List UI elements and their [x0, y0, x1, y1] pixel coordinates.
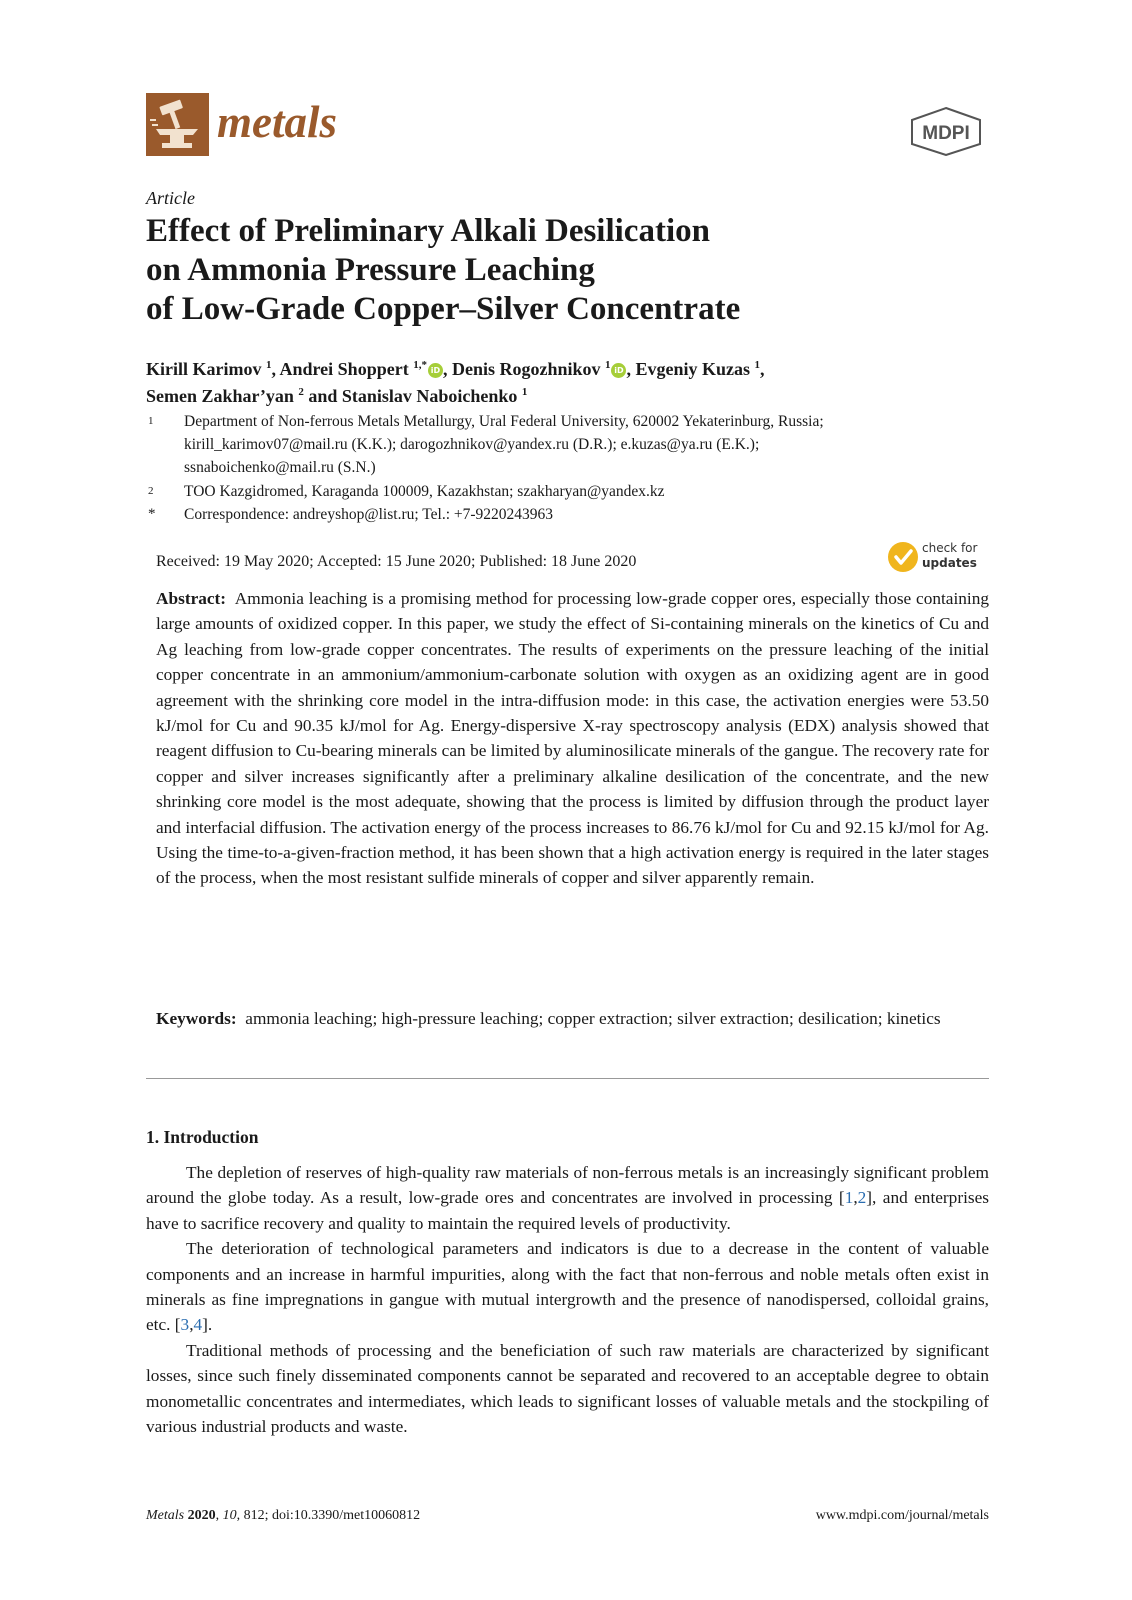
- footer-journal: Metals: [146, 1508, 185, 1523]
- body-paragraph: [146, 1236, 989, 1338]
- author-separator: ,: [760, 359, 765, 379]
- section-divider: [146, 1078, 989, 1079]
- paragraph-text: The depletion of reserves of high-quality raw materials of non-ferrous metals is an increasingly significant problem around the globe today. As a result, low-grade ores and concentrates are involved in processing [: [146, 1163, 989, 1208]
- citation-link[interactable]: 2: [857, 1188, 867, 1208]
- paragraph-text: ], and enterprises have to sacrifice recovery and quality to maintain the required levels of productivity.: [146, 1188, 989, 1233]
- author-name[interactable]: Denis Rogozhnikov: [451, 359, 601, 379]
- abstract-text: Ammonia leaching is a promising method for processing low-grade copper ores, especially those containing large amounts of oxidized copper. In this paper, we study the effect of Si-containing minerals on the kinetics of Cu and Ag leaching from low-grade copper concentrates. The results of experiments on the pressure leaching of the initial copper concentrate in an ammonium/ammonium-carbonate solution with oxygen as an oxidizing agent are in good agreement with the shrinking core model in the intra-diffusion mode: in this case, the activation energies were 53.50 kJ/mol for Cu and 90.35 kJ/mol for Ag. Energy-dispersive X-ray spectroscopy analysis (EDX) analysis showed that reagent diffusion to Cu-bearing minerals can be limited by aluminosilicate minerals of the gangue. The recovery rate for copper and silver increases significantly after a preliminary alkaline desilication of the concentrate, and the new shrinking core model is the most adequate, showing that the process is limited by diffusion through the product layer and interfacial diffusion. The activation energy of the process increases to 86.76 kJ/mol for Cu and 92.15 kJ/mol for Ag. Using the time-to-a-given-fraction method, it has been shown that a high activation energy is required in the later stages of the process, when the most resistant sulfide minerals of copper and silver apparently remain.: [156, 589, 989, 888]
- affiliation-line: kirill_karimov07@mail.ru (K.K.); darogozhnikov@yandex.ru (D.R.); e.kuzas@ya.ru (E.K.);: [184, 436, 760, 453]
- check-badge-line2: updates: [922, 556, 977, 570]
- author-separator: ,: [626, 359, 636, 379]
- author-affiliation-sup: 1,*: [413, 359, 427, 371]
- author-affiliation-sup: 1: [604, 359, 611, 371]
- publication-dates: Received: 19 May 2020; Accepted: 15 June 2020; Published: 18 June 2020: [156, 553, 637, 570]
- author-affiliation-sup: 1: [265, 359, 272, 371]
- affiliation-mark: 2: [148, 485, 154, 497]
- citation-link[interactable]: 1: [844, 1188, 854, 1208]
- author-separator: ,: [442, 359, 452, 379]
- footer-volume: 10: [222, 1508, 237, 1523]
- keywords-text: ammonia leaching; high-pressure leaching; copper extraction; silver extraction; desilication; kinetics: [245, 1009, 941, 1028]
- author-name[interactable]: Andrei Shoppert: [279, 359, 409, 379]
- check-for-updates-badge[interactable]: [888, 540, 988, 574]
- title-line: on Ammonia Pressure Leaching: [146, 252, 595, 288]
- footer-year: 2020: [187, 1508, 216, 1523]
- citation-link[interactable]: 3: [180, 1315, 190, 1335]
- body-paragraph: [146, 1160, 989, 1236]
- correspondence-line: Correspondence: andreyshop@list.ru; Tel.: +7-9220243963: [184, 506, 554, 523]
- abstract-label: Abstract:: [156, 589, 227, 608]
- paragraph-text: ].: [202, 1315, 213, 1335]
- publisher-logo-text: MDPI: [922, 123, 970, 144]
- footer-doi: , 812; doi:10.3390/met10060812: [236, 1508, 421, 1523]
- footer-journal-link[interactable]: www.mdpi.com/journal/metals: [815, 1508, 989, 1523]
- author-list: [146, 356, 1026, 410]
- correspondence: [148, 503, 1008, 526]
- affiliation-2: [148, 480, 1008, 503]
- affiliation-line: ssnaboichenko@mail.ru (S.N.): [184, 459, 376, 476]
- author-name[interactable]: Evgeniy Kuzas: [635, 359, 750, 379]
- section-heading: 1. Introduction: [146, 1127, 259, 1147]
- paragraph-text: ,: [189, 1315, 194, 1335]
- author-separator: and: [303, 386, 342, 406]
- check-icon: [888, 542, 918, 572]
- affiliation-line: Department of Non-ferrous Metals Metallurgy, Ural Federal University, 620002 Yekaterinburg, Russia;: [184, 413, 824, 430]
- article-type: Article: [146, 188, 195, 208]
- correspondence-mark: *: [148, 506, 156, 522]
- footer-citation: Metals 2020, 10, 812; doi:10.3390/met10060812: [146, 1508, 421, 1523]
- affiliation-mark: 1: [148, 415, 154, 427]
- publisher-logo: [906, 106, 986, 156]
- keywords-label: Keywords:: [156, 1009, 237, 1028]
- author-affiliation-sup: 1: [521, 386, 528, 398]
- paragraph-text: Traditional methods of processing and the beneficiation of such raw materials are characterized by significant losses, since such finely disseminated components cannot be separated and recovered to an acceptable degree to obtain monometallic concentrates and intermediates, which leads to significant losses of valuable metals and the stockpiling of various industrial products and waste.: [146, 1340, 989, 1437]
- paragraph-text: The deterioration of technological parameters and indicators is due to a decrease in the content of valuable components and an increase in harmful impurities, along with the fact that non-ferrous and noble metals often exist in minerals as fine impregnations in gangue with mutual intergrowth and the presence of nanodispersed, colloidal grains, etc. [: [146, 1239, 989, 1335]
- author-affiliation-sup: 2: [298, 386, 304, 398]
- author-name[interactable]: Kirill Karimov: [146, 359, 262, 379]
- title-line: of Low-Grade Copper–Silver Concentrate: [146, 291, 741, 327]
- keywords: [156, 1006, 989, 1031]
- abstract: [156, 586, 989, 891]
- author-name[interactable]: Semen Zakhar’yan: [146, 386, 294, 406]
- journal-logo-icon: [146, 93, 209, 156]
- check-badge-line1: check for: [922, 541, 978, 555]
- orcid-icon[interactable]: iD: [428, 363, 443, 378]
- affiliation-line: TOO Kazgidromed, Karaganda 100009, Kazakhstan; szakharyan@yandex.kz: [184, 483, 665, 500]
- author-name[interactable]: Stanislav Naboichenko: [341, 386, 518, 406]
- body-paragraph: [146, 1338, 989, 1440]
- article-title: [146, 212, 906, 329]
- orcid-icon[interactable]: iD: [611, 363, 626, 378]
- author-affiliation-sup: 1: [754, 359, 760, 371]
- title-line: Effect of Preliminary Alkali Desilication: [146, 213, 710, 249]
- citation-link[interactable]: 4: [193, 1315, 203, 1335]
- affiliation-1: [148, 410, 1008, 480]
- journal-name: metals: [217, 97, 337, 147]
- paragraph-text: ,: [853, 1188, 858, 1208]
- author-separator: ,: [271, 359, 280, 379]
- section-body: [146, 1160, 989, 1439]
